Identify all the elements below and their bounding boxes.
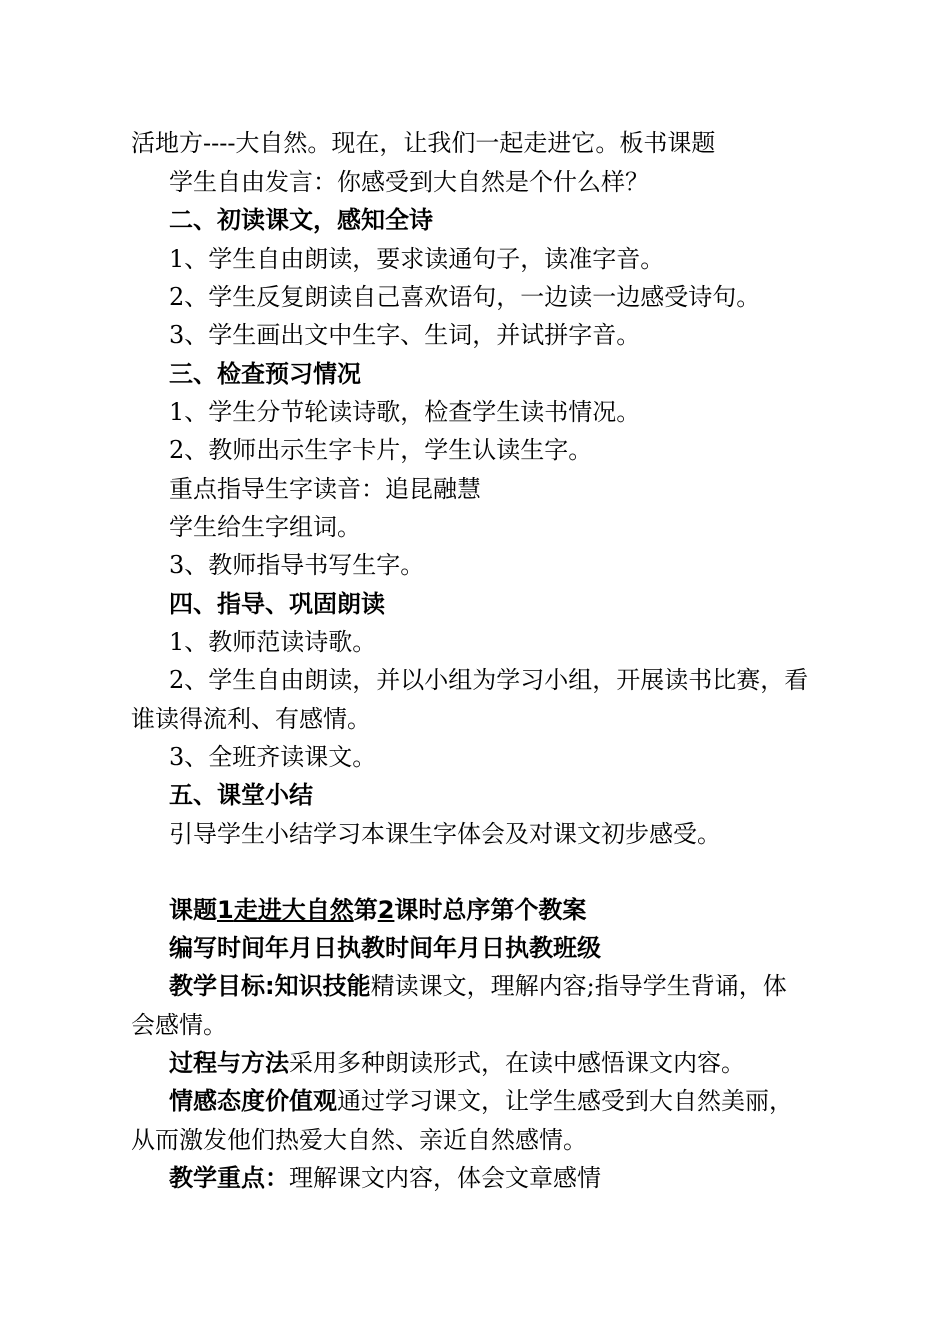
lesson-sequence-label: 课时总序第个教案 xyxy=(394,896,587,924)
list-item: 2、学生反复朗读自己喜欢语句，一边读一边感受诗句。 xyxy=(169,283,761,311)
paragraph-line: 会感情。 xyxy=(131,1011,227,1039)
list-item: 3、学生画出文中生字、生词，并试拼字音。 xyxy=(169,321,641,349)
emotion-label: 情感态度价值观 xyxy=(169,1087,337,1115)
list-item: 1、学生分节轮读诗歌，检查学生读书情况。 xyxy=(169,398,641,426)
list-item: 2、教师出示生字卡片，学生认读生字。 xyxy=(169,436,593,464)
method-text: 采用多种朗读形式，在读中感悟课文内容。 xyxy=(289,1049,745,1077)
lesson-title: 走进大自然 xyxy=(233,896,354,924)
section-heading: 三、检查预习情况 xyxy=(169,360,361,388)
list-item: 3、全班齐读课文。 xyxy=(169,743,377,771)
paragraph-line: 谁读得流利、有感情。 xyxy=(131,705,371,733)
list-item: 1、教师范读诗歌。 xyxy=(169,628,377,656)
paragraph-line: 引导学生小结学习本课生字体会及对课文初步感受。 xyxy=(169,820,721,848)
lesson-period-number: 2 xyxy=(377,896,395,924)
lesson-header xyxy=(169,891,829,929)
section-heading: 四、指导、巩固朗读 xyxy=(169,590,385,618)
focus-line xyxy=(169,1159,829,1197)
objectives-label: 教学目标: xyxy=(169,972,275,1000)
section-heading: 五、课堂小结 xyxy=(169,781,313,809)
paragraph-line: 学生给生字组词。 xyxy=(169,513,361,541)
emotion-line xyxy=(169,1082,829,1120)
list-item: 2、学生自由朗读，并以小组为学习小组，开展读书比赛，看 xyxy=(169,666,809,694)
paragraph-line: 活地方----大自然。现在，让我们一起走进它。板书课题 xyxy=(131,129,716,157)
lesson-label: 课题 xyxy=(169,896,217,924)
paragraph-line: 学生自由发言：你感受到大自然是个什么样？ xyxy=(169,168,649,196)
lesson-period-label: 第 xyxy=(353,896,378,924)
skill-text: 精读课文，理解内容;指导学生背诵，体 xyxy=(370,972,787,1000)
focus-label: 教学重点： xyxy=(169,1164,289,1192)
lesson-meta: 编写时间年月日执教时间年月日执教班级 xyxy=(169,934,601,962)
method-line xyxy=(169,1044,829,1082)
emotion-text: 通过学习课文，让学生感受到大自然美丽， xyxy=(337,1087,793,1115)
objectives-line xyxy=(169,967,829,1005)
list-item: 1、学生自由朗读，要求读通句子，读准字音。 xyxy=(169,245,665,273)
paragraph-line: 从而激发他们热爱大自然、亲近自然感情。 xyxy=(131,1126,587,1154)
paragraph-line: 重点指导生字读音：追昆融慧 xyxy=(169,475,481,503)
method-label: 过程与方法 xyxy=(169,1049,289,1077)
lesson-number: 1 xyxy=(217,896,234,924)
section-heading: 二、初读课文，感知全诗 xyxy=(169,206,433,234)
skill-label: 知识技能 xyxy=(274,972,371,1000)
focus-text: 理解课文内容，体会文章感情 xyxy=(289,1164,601,1192)
list-item: 3、教师指导书写生字。 xyxy=(169,551,425,579)
